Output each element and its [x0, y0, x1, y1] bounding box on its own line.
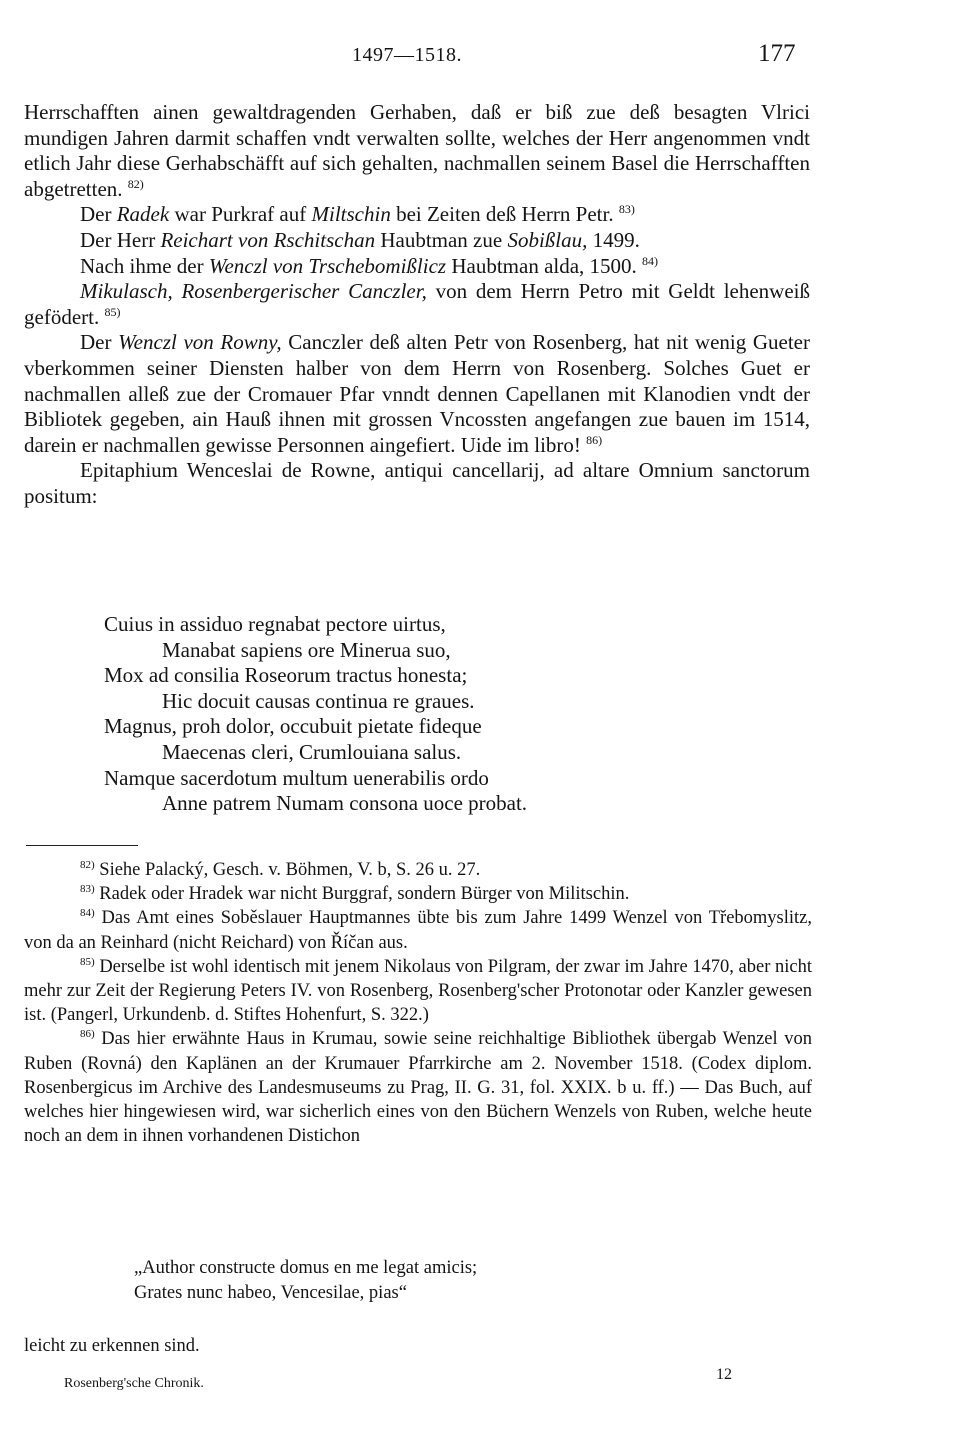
footnote-ref-82: 82)	[127, 176, 144, 191]
paragraph-2	[24, 202, 810, 228]
name-italic: Mikulasch, Rosenbergerischer Canczler,	[80, 279, 427, 304]
paragraph-text: Haubtman zue	[375, 227, 508, 252]
poem-line: Namque sacerdotum multum uenerabilis ordo	[104, 765, 489, 790]
footnotes	[24, 858, 812, 1148]
paragraph-text: Nach ihme der	[80, 253, 209, 278]
footnote-number: 82)	[80, 858, 95, 871]
page-header	[0, 38, 960, 78]
epitaph-heading: Epitaphium Wenceslai de Rowne, antiqui cancellarij, ad altare Omnium sanctorum positum:	[24, 458, 810, 508]
name-italic: Wenczl von Trschebomißlicz	[208, 253, 447, 278]
paragraph-3	[24, 228, 810, 254]
poem-line: Anne patrem Numam consona uoce probat.	[162, 791, 528, 816]
name-italic: Radek	[116, 202, 170, 227]
footnote-ref-number: 85	[104, 304, 117, 319]
paragraph-text: Der Herr	[80, 227, 161, 252]
footnote-ref-86: 86)	[586, 432, 603, 447]
footnote-text: Radek oder Hradek war nicht Burggraf, sondern Bürger von Militschin.	[99, 884, 630, 905]
footnote-divider	[26, 845, 138, 846]
place-italic: Miltschin	[311, 202, 391, 227]
paragraph-6	[24, 330, 810, 458]
epitaph-poem	[104, 612, 527, 817]
footnote-ref-number: 86	[586, 432, 599, 447]
paragraph-4	[24, 254, 810, 280]
footnote-ref-83: 83)	[618, 202, 635, 217]
name-italic: Reichart von Rschitschan	[160, 227, 376, 252]
footnote-number: 85)	[80, 955, 95, 968]
main-text	[24, 100, 810, 510]
paragraph-text: war Purkraf auf	[169, 202, 312, 227]
closing-line: leicht zu erkennen sind.	[24, 1336, 200, 1356]
footnote-85	[24, 955, 812, 1028]
footnote-ref-number: 84	[642, 253, 655, 268]
footnote-text: Das Amt eines Soběslauer Hauptmannes übte bis zum Jahre 1499 Wenzel von Třebomyslitz, von da an Reinhard (nicht Reichard) von Říčan aus.	[24, 908, 812, 953]
footnote-ref-85: 85)	[104, 304, 121, 319]
poem-line: Maecenas cleri, Crumlouiana salus.	[162, 739, 462, 764]
footnote-text: Das hier erwähnte Haus in Krumau, sowie seine reichhaltige Bibliothek übergab Wenzel von Ruben (Rovná) den Kaplänen an der Krumauer Pfarrkirche am 2. November 1518. (Codex diplom. Rosenbergicus im Archive des Landesmuseums zu Prag, II. G. 31, fol. XXIX. b u. ff.) — Das Buch, auf welches hier hingewiesen wird, war sicherlich eines von den Büchern Wenzels von Ruben, welche heute noch an dem in ihnen vorhandenen Distichon	[24, 1029, 813, 1147]
running-head: 1497—1518.	[352, 44, 462, 66]
paragraph-text: Herrschafften ainen gewaltdragenden Gerhaben, daß er biß zue deß besagten Vlrici mundigen Jahren darmit schaffen vndt verwalten sollte, welches der Herr angenommen vndt etlich Jahr diese Gerhabschäfft auf sich gehalten, nachmallen seinem Basel die Herrschafften abgetretten.	[24, 100, 810, 201]
paragraph-text: von dem Herrn Petro mit Geldt lehenweiß gefödert.	[24, 279, 810, 329]
footnote-84	[24, 906, 812, 954]
paragraph-1	[24, 100, 810, 202]
footnote-86	[24, 1027, 812, 1148]
poem-line: Magnus, proh dolor, occubuit pietate fideque	[104, 714, 482, 739]
footnote-82	[24, 858, 812, 882]
paragraph-text: Haubtman alda, 1500.	[446, 253, 637, 278]
footnote-number: 83)	[80, 883, 95, 896]
paragraph-text: bei Zeiten deß Herrn Petr.	[390, 202, 614, 227]
paragraph-text: 1499.	[587, 227, 640, 252]
imprint: Rosenberg'sche Chronik.	[64, 1376, 204, 1391]
page-number: 177	[758, 40, 796, 67]
distichon-line: Grates nunc habeo, Vencesilae, pias“	[134, 1283, 407, 1303]
footnote-ref-number: 82	[127, 176, 140, 191]
distichon-line: „Author constructe domus en me legat amicis;	[134, 1258, 478, 1278]
name-italic: Wenczl von Rowny,	[118, 330, 282, 355]
paragraph-text: Canczler deß alten Petr von Rosenberg, hat nit wenig Gueter vberkommen seiner Diensten halber von dem Herrn von Rosenberg. Solches Guet er nachmallen alleß zue der Cromauer Pfar vnndt dennen Capellanen mit Klanodien vndt der Bibliotek gegeben, ain Hauß ihnen mit grossen Vncossten angefangen zue bauen im 1514, darein er nachmallen gewisse Personnen aingefiert. Uide im libro!	[24, 330, 810, 457]
distichon-quote	[134, 1256, 477, 1306]
paragraph-5	[24, 279, 810, 330]
footnote-number: 84)	[80, 907, 95, 920]
paragraph-text: Der	[80, 330, 119, 355]
footnote-number: 86)	[80, 1028, 95, 1041]
poem-line: Hic docuit causas continua re graues.	[162, 688, 475, 713]
footnote-83	[24, 882, 812, 906]
place-italic: Sobißlau,	[507, 227, 588, 252]
footnote-text: Derselbe ist wohl identisch mit jenem Nikolaus von Pilgram, der zwar im Jahre 1470, aber nicht mehr zur Zeit der Regierung Peters IV. von Rosenberg, Rosenberg'scher Protonotar oder Kanzler gewesen ist. (Pangerl, Urkundenb. d. Stiftes Hohenfurt, S. 322.)	[24, 956, 813, 1026]
signature-mark: 12	[716, 1366, 732, 1383]
poem-line: Cuius in assiduo regnabat pectore uirtus,	[104, 612, 446, 636]
footnote-ref-84: 84)	[642, 253, 659, 268]
poem-line: Manabat sapiens ore Minerua suo,	[162, 637, 451, 662]
paragraph-text: Der	[80, 202, 117, 227]
footnote-text: Siehe Palacký, Gesch. v. Böhmen, V. b, S. 26 u. 27.	[99, 860, 481, 880]
footnote-ref-number: 83	[618, 202, 631, 217]
poem-line: Mox ad consilia Roseorum tractus honesta;	[104, 663, 468, 688]
